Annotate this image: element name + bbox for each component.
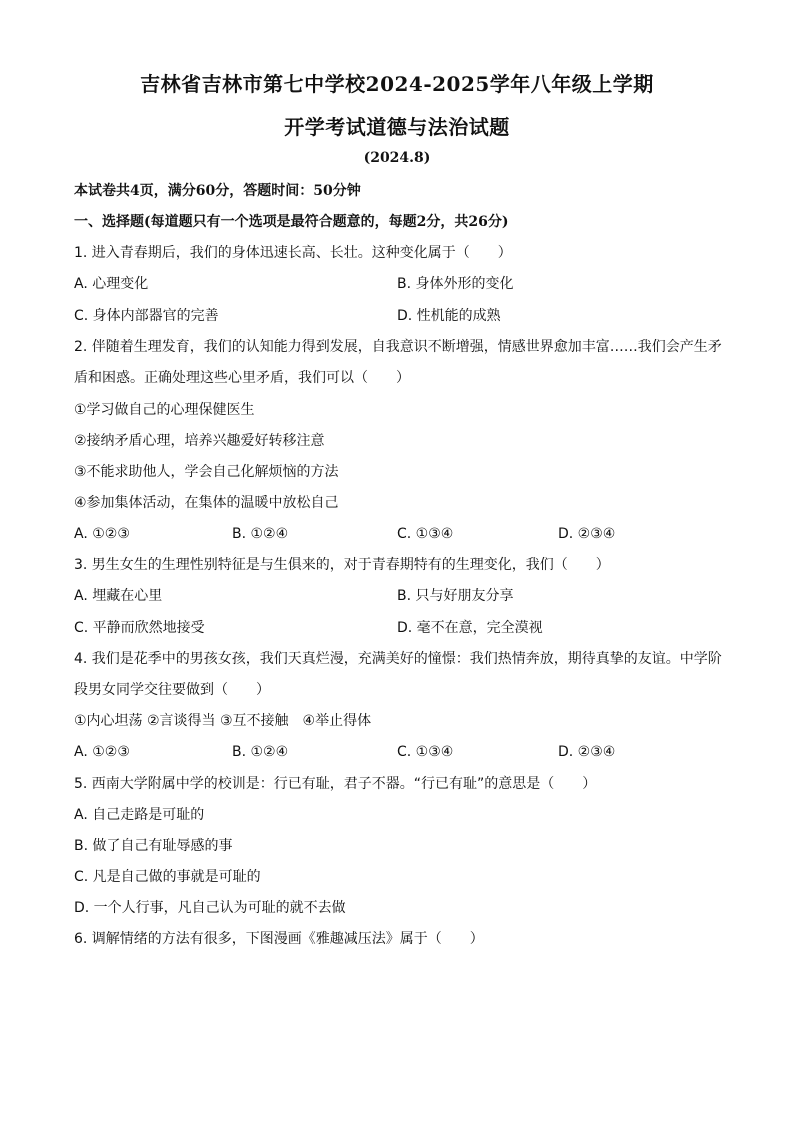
- question-3-option-c: C. 平静而欣然地接受: [74, 620, 205, 636]
- question-2-option-b: B. ①②④: [232, 526, 289, 542]
- question-4-stem: 4. 我们是花季中的男孩女孩，我们天真烂漫，充满美好的憧憬：我们热情奔放，期待真挚的友谊。中学阶段男女同学交往要做到（ ）: [74, 651, 722, 698]
- question-2-option-a: A. ①②③: [74, 526, 130, 542]
- question-4-option-d: D. ②③④: [558, 744, 616, 760]
- exam-title-line1: 吉林省吉林市第七中学校2024-2025学年八年级上学期: [140, 72, 654, 96]
- exam-title-line2: 开学考试道德与法治试题: [284, 115, 510, 139]
- question-5-option-d: D. 一个人行事，凡自己认为可耻的就不去做: [74, 900, 346, 916]
- question-1-option-b: B. 身体外形的变化: [397, 276, 514, 292]
- question-5-option-c: C. 凡是自己做的事就是可耻的: [74, 869, 261, 885]
- question-6-stem: 6. 调解情绪的方法有很多，下图漫画《雅趣减压法》属于（ ）: [74, 931, 484, 947]
- question-3-option-a: A. 埋藏在心里: [74, 588, 163, 604]
- question-3-option-b: B. 只与好朋友分享: [397, 588, 514, 604]
- question-3-stem: 3. 男生女生的生理性别特征是与生俱来的，对于青春期特有的生理变化，我们（ ）: [74, 557, 610, 573]
- question-2-item-3: ③不能求助他人，学会自己化解烦恼的方法: [74, 464, 339, 480]
- question-2-stem: 2. 伴随着生理发育，我们的认知能力得到发展，自我意识不断增强，情感世界愈加丰富……我们会产生矛盾和困惑。正确处理这些心里矛盾，我们可以（ ）: [74, 339, 722, 386]
- question-2-item-4: ④参加集体活动，在集体的温暖中放松自己: [74, 495, 339, 511]
- question-2-option-c: C. ①③④: [397, 526, 454, 542]
- question-4-option-a: A. ①②③: [74, 744, 130, 760]
- question-2-item-1: ①学习做自己的心理保健医生: [74, 402, 255, 418]
- question-3-option-d: D. 毫不在意，完全漠视: [397, 620, 543, 636]
- question-5-option-a: A. 自己走路是可耻的: [74, 807, 205, 823]
- question-4-option-b: B. ①②④: [232, 744, 289, 760]
- question-5-option-b: B. 做了自己有耻辱感的事: [74, 838, 233, 854]
- question-2-item-2: ②接纳矛盾心理，培养兴趣爱好转移注意: [74, 433, 325, 449]
- question-4-option-c: C. ①③④: [397, 744, 454, 760]
- question-2-option-d: D. ②③④: [558, 526, 616, 542]
- question-1-option-d: D. 性机能的成熟: [397, 308, 501, 324]
- section-heading: 一、选择题(每道题只有一个选项是最符合题意的，每题2分，共26分): [74, 214, 509, 230]
- question-1-option-c: C. 身体内部器官的完善: [74, 308, 219, 324]
- exam-date: (2024.8): [363, 150, 431, 166]
- question-4-items: ①内心坦荡 ②言谈得当 ③互不接触 ④举止得体: [74, 713, 372, 729]
- exam-info: 本试卷共4页，满分60分，答题时间：50分钟: [74, 183, 361, 199]
- question-1-option-a: A. 心理变化: [74, 276, 149, 292]
- question-1-stem: 1. 进入青春期后，我们的身体迅速长高、长壮。这种变化属于（ ）: [74, 245, 512, 261]
- question-5-stem: 5. 西南大学附属中学的校训是：行已有耻，君子不器。“行已有耻”的意思是（ ）: [74, 776, 597, 792]
